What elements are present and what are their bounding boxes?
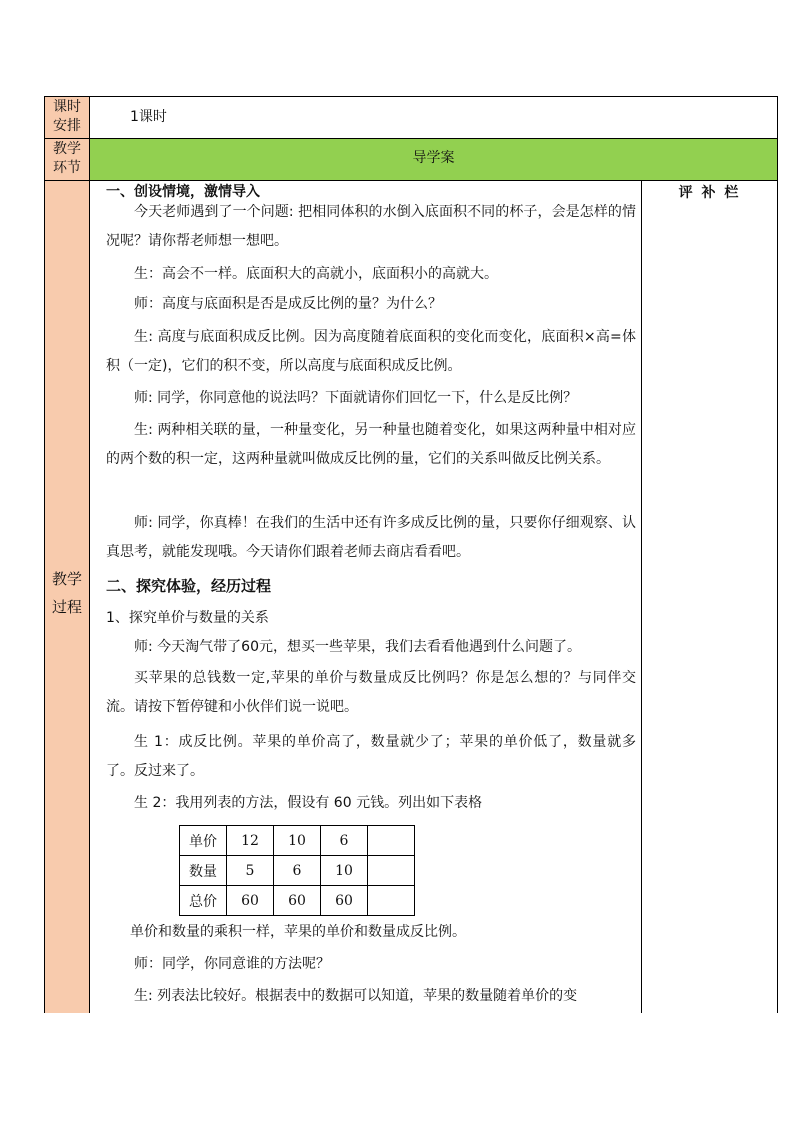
paragraph-9: 买苹果的总钱数一定,苹果的单价与数量成反比例吗？你是怎么想的？与同伴交流。请按下暂停键和小伙伴们说一说吧。	[106, 670, 636, 715]
rule-notes-divider	[641, 180, 642, 1013]
table-cell: 5	[227, 856, 274, 886]
hours-value: 1课时	[130, 109, 167, 125]
paragraph-3: 师：高度与底面积是否是成反比例的量？为什么？	[134, 296, 442, 312]
table-cell: 6	[274, 856, 321, 886]
paragraph-13: 师：同学，你同意谁的方法呢？	[134, 956, 330, 972]
table-row	[180, 826, 415, 856]
table-cell: 10	[321, 856, 368, 886]
table-row	[180, 886, 415, 916]
stage-label: 教学 环节	[53, 141, 81, 176]
rule-top	[44, 96, 778, 97]
row-label-price: 单价	[180, 826, 227, 856]
hours-label: 课时 安排	[53, 99, 81, 134]
paragraph-7: 师: 同学，你真棒！在我们的生活中还有许多成反比例的量，只要你仔细观察、认真思考，就能发现哦。今天请你们跟着老师去商店看看吧。	[106, 515, 636, 560]
rule-row2	[44, 180, 778, 181]
section1-title: 一、创设情境，激情导入	[106, 184, 260, 200]
table-cell: 60	[227, 886, 274, 916]
section2-title: 二、探究体验，经历过程	[106, 577, 272, 595]
row-label-total: 总价	[180, 886, 227, 916]
notes-label: 评 补 栏	[678, 185, 741, 201]
table-cell	[368, 856, 415, 886]
paragraph-6: 生: 两种相关联的量，一种量变化，另一种量也随着变化，如果这两种量中相对应的两个数的积一定，这两种量就叫做成反比例的量，它们的关系叫做反比例关系。	[106, 422, 636, 467]
paragraph-11: 生 2：我用列表的方法，假设有 60 元钱。列出如下表格	[134, 795, 483, 811]
table-cell: 10	[274, 826, 321, 856]
table-cell: 60	[274, 886, 321, 916]
paragraph-8: 师: 今天淘气带了60元，想买一些苹果，我们去看看他遇到什么问题了。	[134, 639, 581, 655]
table-row	[180, 856, 415, 886]
table-cell: 6	[321, 826, 368, 856]
paragraph-14: 生: 列表法比较好。根据表中的数据可以知道，苹果的数量随着单价的变	[134, 988, 578, 1004]
rule-label-divider	[89, 96, 90, 1013]
column-title: 导学案	[412, 150, 455, 166]
table-cell: 60	[321, 886, 368, 916]
paragraph-4: 生: 高度与底面积成反比例。因为高度随着底面积的变化而变化，底面积×高=体积（一定)，它们的积不变，所以高度与底面积成反比例。	[106, 329, 636, 374]
table-cell: 12	[227, 826, 274, 856]
section2-subtitle: 1、探究单价与数量的关系	[106, 610, 269, 626]
rule-right	[777, 96, 778, 1013]
paragraph-1: 今天老师遇到了一个问题: 把相同体积的水倒入底面积不同的杯子，会是怎样的情况呢？请你帮老师想一想吧。	[106, 204, 636, 249]
table-cell	[368, 886, 415, 916]
price-table	[179, 825, 415, 916]
paragraph-5: 师: 同学，你同意他的说法吗？下面就请你们回忆一下，什么是反比例？	[134, 390, 578, 406]
row-label-quantity: 数量	[180, 856, 227, 886]
rule-left	[44, 96, 45, 1013]
process-label: 教学 过程	[51, 570, 82, 616]
paragraph-2: 生：高会不一样。底面积大的高就小，底面积小的高就大。	[134, 266, 498, 282]
paragraph-10: 生 1：成反比例。苹果的单价高了，数量就少了；苹果的单价低了，数量就多了。反过来了。	[106, 734, 636, 779]
paragraph-12: 单价和数量的乘积一样，苹果的单价和数量成反比例。	[130, 924, 466, 940]
rule-row1	[44, 138, 778, 139]
table-cell	[368, 826, 415, 856]
